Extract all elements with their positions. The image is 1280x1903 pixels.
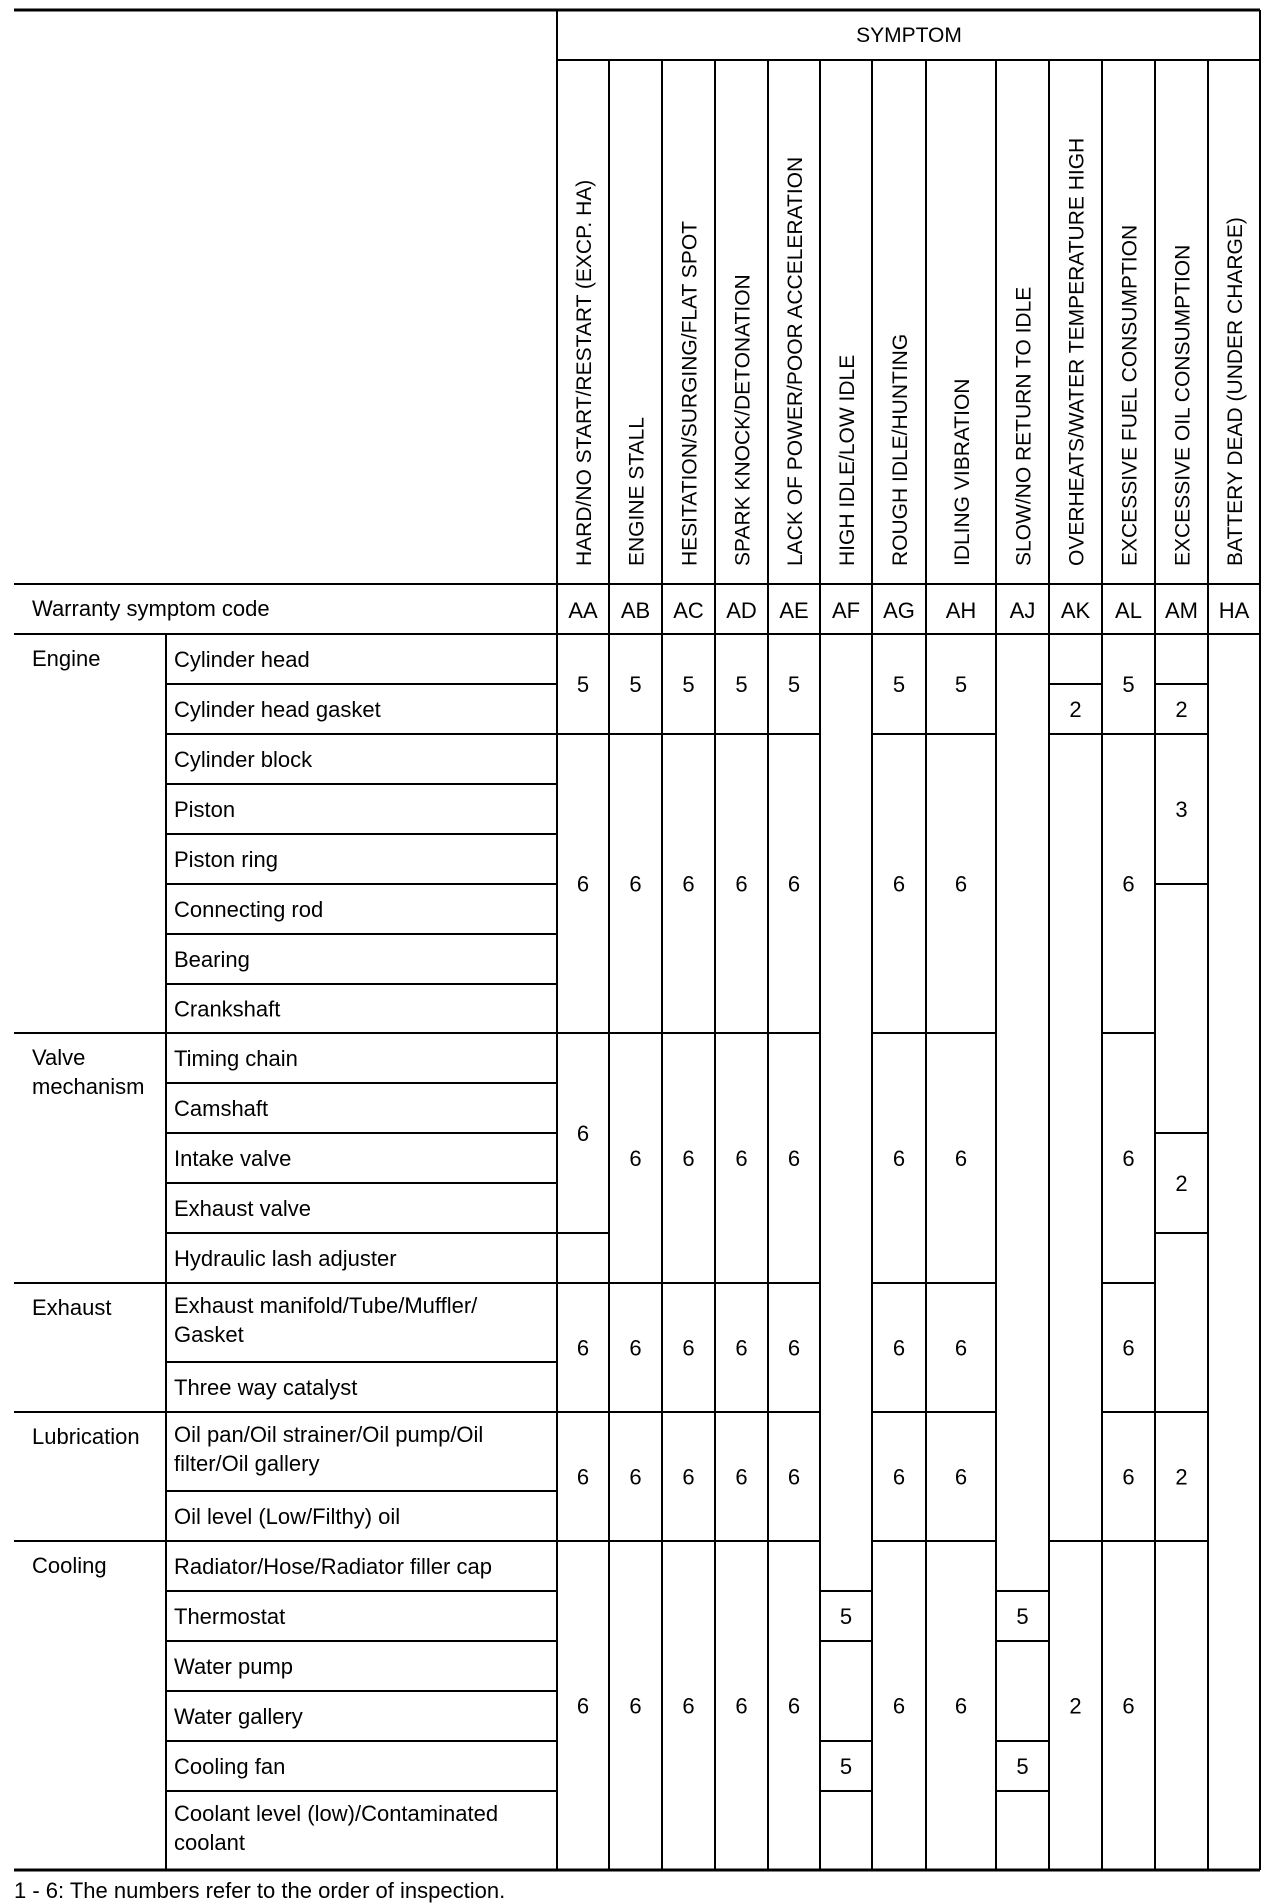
symptom-label: EXCESSIVE OIL CONSUMPTION — [1171, 244, 1195, 566]
inspection-order-value: 5 — [954, 672, 968, 697]
inspection-order-value: 6 — [682, 1335, 695, 1361]
symptom-label: LACK OF POWER/POOR ACCELERATION — [784, 156, 807, 566]
symptom-code: HA — [1218, 598, 1250, 623]
symptom-code: AK — [1060, 598, 1091, 623]
inspection-order-value: 6 — [1122, 1146, 1135, 1171]
item-name: Piston ring — [174, 847, 278, 872]
inspection-order-value: 6 — [576, 1464, 590, 1490]
inspection-order-value: 6 — [892, 1693, 906, 1719]
table-text — [32, 24, 1250, 1855]
symptom-code: AL — [1115, 598, 1142, 623]
inspection-order-value: 6 — [576, 1693, 590, 1719]
symptom-label: SLOW/NO RETURN TO IDLE — [1012, 286, 1036, 566]
category-name: mechanism — [32, 1074, 145, 1099]
inspection-order-value: 6 — [629, 1464, 642, 1490]
item-name: Three way catalyst — [174, 1375, 358, 1400]
inspection-order-value: 6 — [576, 871, 590, 897]
symptom-code: AM — [1165, 598, 1198, 623]
inspection-order-value: 6 — [954, 871, 968, 897]
item-name: Intake valve — [174, 1146, 292, 1171]
inspection-order-value: 6 — [892, 1335, 906, 1361]
inspection-order-value: 5 — [892, 672, 906, 697]
inspection-order-value: 5 — [787, 672, 801, 697]
inspection-order-value: 6 — [787, 1693, 801, 1719]
symptom-code: AB — [620, 598, 651, 623]
inspection-order-value: 6 — [1122, 871, 1135, 897]
inspection-order-value: 6 — [682, 1146, 695, 1171]
symptom-code: AH — [945, 598, 977, 623]
inspection-order-value: 6 — [954, 1146, 968, 1171]
symptom-label: HESITATION/SURGING/FLAT SPOT — [678, 221, 702, 566]
item-name: Exhaust valve — [174, 1196, 311, 1221]
item-name: Camshaft — [174, 1096, 269, 1121]
item-name: Timing chain — [174, 1046, 298, 1071]
item-name: Hydraulic lash adjuster — [174, 1246, 397, 1271]
item-name: Cooling fan — [174, 1754, 286, 1779]
category-name: Valve — [32, 1045, 86, 1070]
inspection-order-value: 6 — [629, 1335, 642, 1361]
inspection-order-value: 6 — [682, 1464, 695, 1490]
symptom-code: AJ — [1009, 598, 1036, 623]
inspection-order-value: 6 — [576, 1121, 590, 1146]
inspection-order-value: 5 — [839, 1604, 853, 1629]
inspection-order-value: 6 — [787, 1146, 801, 1171]
inspection-order-value: 5 — [682, 672, 695, 697]
inspection-order-value: 5 — [735, 672, 748, 697]
inspection-order-value: 6 — [787, 1335, 801, 1361]
category-name: Cooling — [32, 1553, 107, 1578]
item-name: Radiator/Hose/Radiator filler cap — [174, 1554, 492, 1579]
warranty-symptom-code-label: Warranty symptom code — [32, 596, 270, 621]
item-name: Cylinder block — [174, 747, 313, 772]
symptom-label: HARD/NO START/RESTART (EXCP. HA) — [573, 179, 596, 566]
inspection-order-value: 5 — [629, 672, 642, 697]
inspection-order-value: 6 — [892, 1464, 906, 1490]
inspection-order-value: 6 — [892, 1146, 906, 1171]
inspection-order-value: 6 — [629, 871, 642, 897]
item-name: Oil level (Low/Filthy) oil — [174, 1504, 401, 1529]
inspection-order-value: 5 — [839, 1754, 853, 1779]
symptom-code: AA — [568, 598, 598, 623]
inspection-order-value: 5 — [1016, 1754, 1029, 1779]
symptom-code: AE — [779, 598, 809, 623]
symptom-code: AG — [883, 598, 915, 623]
inspection-order-value: 2 — [1069, 697, 1082, 722]
item-name: Thermostat — [174, 1604, 286, 1629]
inspection-order-value: 6 — [735, 871, 748, 897]
inspection-order-value: 6 — [954, 1693, 968, 1719]
inspection-order-value: 6 — [735, 1464, 748, 1490]
symptom-code: AC — [673, 598, 704, 623]
item-name: Cylinder head — [174, 647, 310, 672]
item-name: Water gallery — [174, 1704, 303, 1729]
item-name: filter/Oil gallery — [174, 1451, 320, 1476]
inspection-order-value: 6 — [682, 1693, 695, 1719]
symptom-label: ENGINE STALL — [625, 417, 649, 566]
symptom-label: ROUGH IDLE/HUNTING — [889, 333, 912, 566]
item-name: Oil pan/Oil strainer/Oil pump/Oil — [174, 1422, 484, 1447]
category-name: Lubrication — [32, 1424, 140, 1449]
inspection-order-value: 6 — [735, 1146, 748, 1171]
inspection-order-value: 2 — [1175, 697, 1188, 722]
item-name: Piston — [174, 797, 236, 822]
inspection-order-value: 6 — [1122, 1335, 1135, 1361]
inspection-order-value: 3 — [1175, 797, 1188, 822]
footnote: 1 - 6: The numbers refer to the order of inspection. — [14, 1878, 506, 1903]
inspection-order-value: 6 — [629, 1146, 642, 1171]
inspection-order-value: 5 — [1122, 672, 1135, 697]
inspection-order-value: 6 — [735, 1335, 748, 1361]
symptom-header: SYMPTOM — [856, 24, 962, 47]
symptom-code: AF — [831, 598, 861, 623]
item-name: Water pump — [174, 1654, 294, 1679]
item-name: Crankshaft — [174, 996, 281, 1022]
inspection-order-value: 6 — [787, 871, 801, 897]
symptom-label: OVERHEATS/WATER TEMPERATURE HIGH — [1065, 137, 1089, 566]
inspection-order-value: 2 — [1175, 1171, 1188, 1196]
inspection-order-value: 6 — [1122, 1464, 1135, 1490]
item-name: Coolant level (low)/Contaminated — [174, 1801, 499, 1826]
inspection-order-value: 6 — [954, 1464, 968, 1490]
inspection-order-value: 6 — [954, 1335, 968, 1361]
symptom-label: IDLING VIBRATION — [951, 378, 974, 566]
category-name: Exhaust — [32, 1295, 112, 1320]
symptom-label: EXCESSIVE FUEL CONSUMPTION — [1118, 224, 1142, 566]
inspection-order-value: 6 — [629, 1693, 642, 1719]
symptom-label: BATTERY DEAD (UNDER CHARGE) — [1224, 217, 1247, 566]
item-name: Cylinder head gasket — [174, 697, 381, 722]
item-name: Bearing — [174, 947, 250, 972]
category-name: Engine — [32, 646, 101, 671]
item-name: Exhaust manifold/Tube/Muffler/ — [174, 1293, 478, 1318]
inspection-order-value: 6 — [892, 871, 906, 897]
inspection-order-value: 6 — [1122, 1693, 1135, 1719]
inspection-order-value: 6 — [735, 1693, 748, 1719]
item-name: Connecting rod — [174, 897, 324, 922]
item-name: Gasket — [174, 1322, 244, 1347]
inspection-order-value: 5 — [576, 672, 590, 697]
inspection-order-value: 6 — [576, 1335, 590, 1361]
inspection-order-value: 6 — [682, 871, 695, 897]
inspection-order-value: 2 — [1069, 1693, 1082, 1719]
symptom-label: SPARK KNOCK/DETONATION — [731, 274, 755, 566]
inspection-order-value: 5 — [1016, 1604, 1029, 1629]
symptom-label: HIGH IDLE/LOW IDLE — [836, 354, 859, 566]
item-name: coolant — [174, 1830, 245, 1855]
symptom-code: AD — [726, 598, 757, 623]
inspection-order-value: 6 — [787, 1464, 801, 1490]
inspection-order-value: 2 — [1175, 1464, 1188, 1490]
